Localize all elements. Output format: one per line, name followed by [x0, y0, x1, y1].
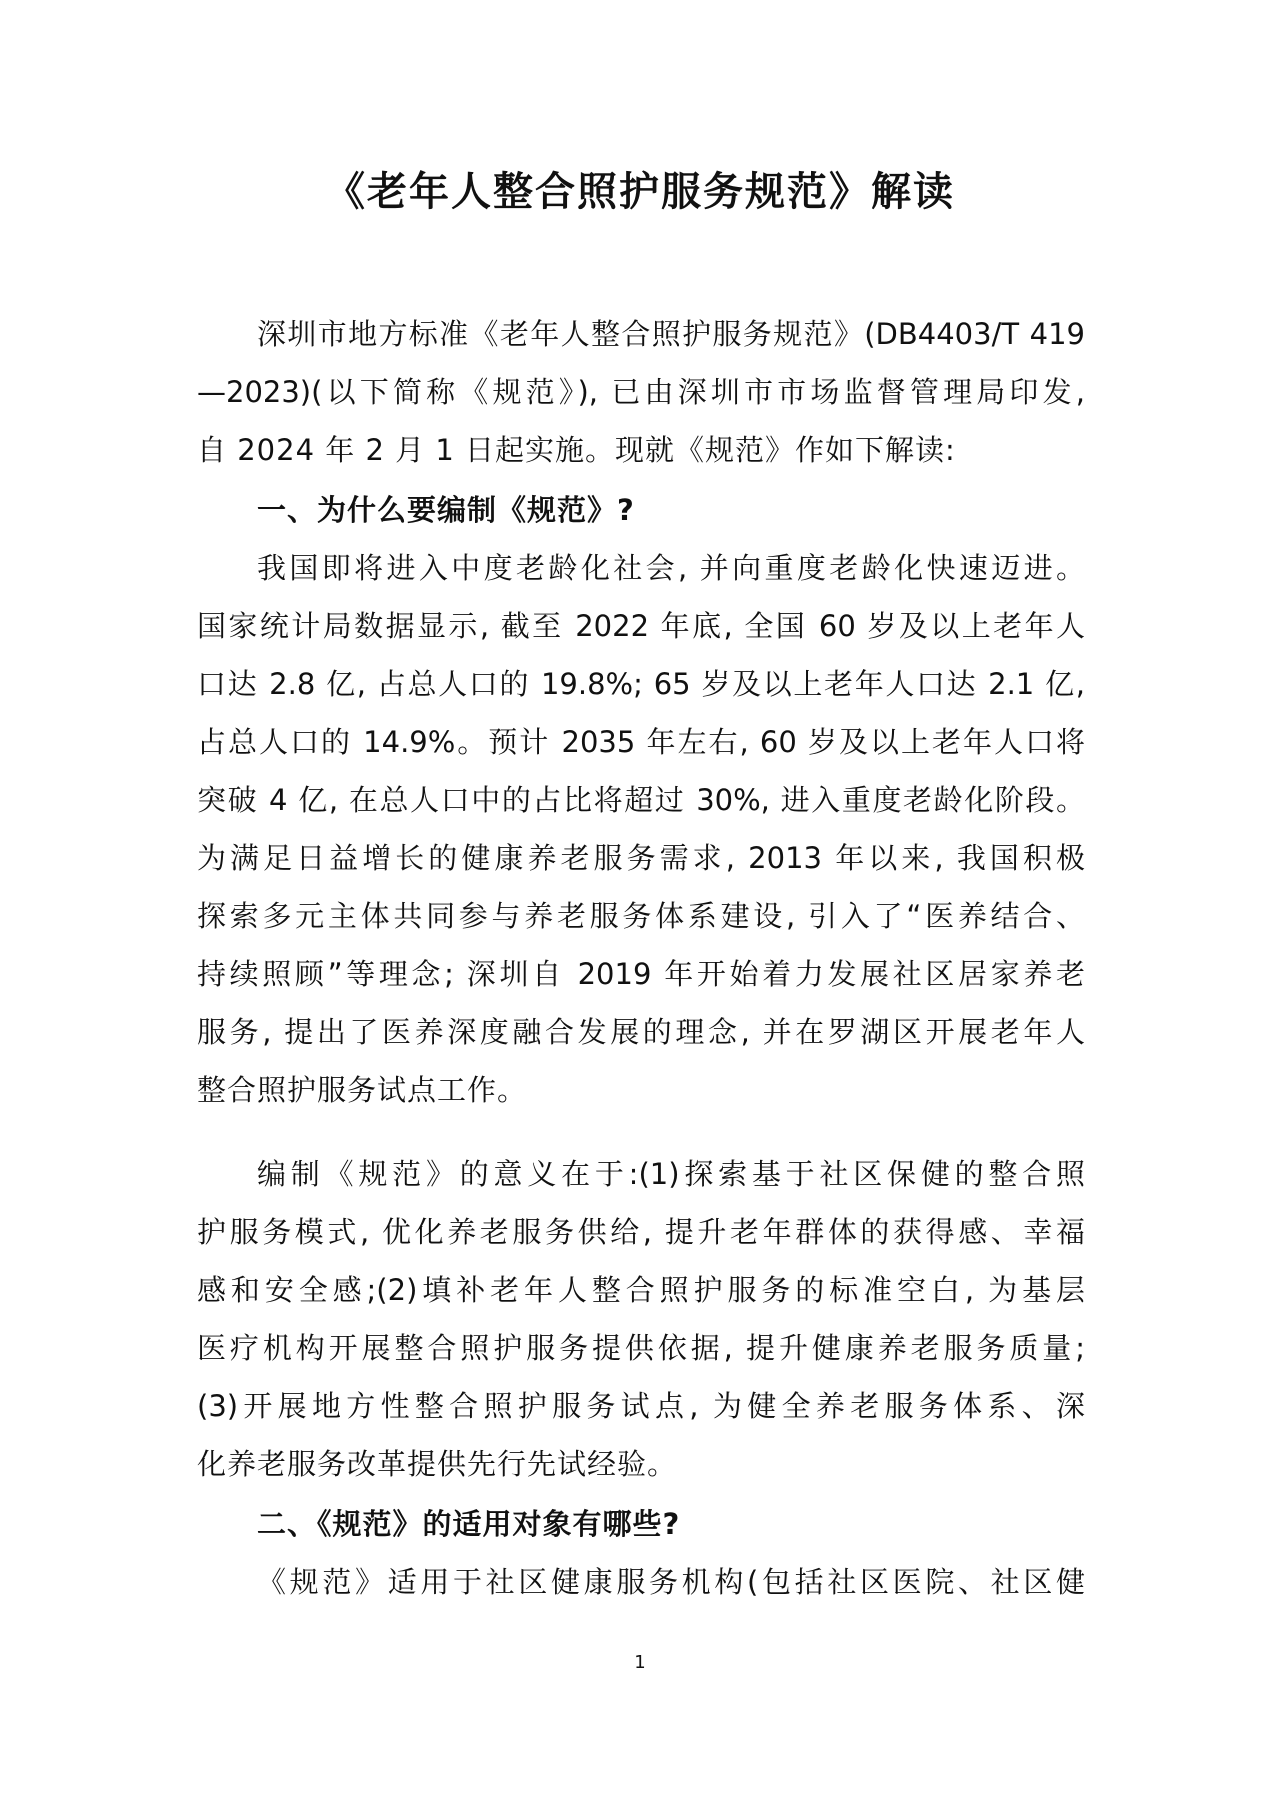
paragraph-line: —2023)(以下简称《规范》), 已由深圳市市场监督管理局印发,: [197, 375, 1085, 409]
paragraph-line: (3)开展地方性整合照护服务试点, 为健全养老服务体系、深: [197, 1389, 1085, 1423]
paragraph-line: 突破 4 亿, 在总人口中的占比将超过 30%, 进入重度老龄化阶段。: [197, 783, 1085, 817]
paragraph-line: 医疗机构开展整合照护服务提供依据, 提升健康养老服务质量;: [197, 1331, 1085, 1365]
section-heading: 二、《规范》的适用对象有哪些?: [257, 1507, 681, 1541]
paragraph-line: 持续照顾”等理念; 深圳自 2019 年开始着力发展社区居家养老: [197, 957, 1085, 991]
paragraph-line: 为满足日益增长的健康养老服务需求, 2013 年以来, 我国积极: [197, 841, 1085, 875]
paragraph-line: 整合照护服务试点工作。: [197, 1073, 528, 1107]
paragraph-line: 护服务模式, 优化养老服务供给, 提升老年群体的获得感、幸福: [197, 1215, 1085, 1249]
paragraph-line: 《规范》适用于社区健康服务机构(包括社区医院、社区健: [257, 1565, 1085, 1599]
paragraph-line: 编制《规范》的意义在于:(1)探索基于社区保健的整合照: [257, 1157, 1085, 1191]
paragraph-line: 口达 2.8 亿, 占总人口的 19.8%; 65 岁及以上老年人口达 2.1 亿,: [197, 667, 1085, 701]
paragraph-line: 探索多元主体共同参与养老服务体系建设, 引入了“医养结合、: [197, 899, 1085, 933]
paragraph-line: 服务, 提出了医养深度融合发展的理念, 并在罗湖区开展老年人: [197, 1015, 1085, 1049]
paragraph-line: 化养老服务改革提供先行先试经验。: [197, 1447, 678, 1481]
paragraph-line: 感和安全感;(2)填补老年人整合照护服务的标准空白, 为基层: [197, 1273, 1085, 1307]
section-heading: 一、为什么要编制《规范》?: [257, 493, 635, 527]
document-title: 《老年人整合照护服务规范》解读: [325, 169, 955, 215]
paragraph-line: 自 2024 年 2 月 1 日起实施。现就《规范》作如下解读:: [197, 433, 956, 467]
paragraph-line: 占总人口的 14.9%。预计 2035 年左右, 60 岁及以上老年人口将: [197, 725, 1085, 759]
paragraph-line: 深圳市地方标准《老年人整合照护服务规范》(DB4403/T 419: [257, 317, 1085, 351]
paragraph-line: 我国即将进入中度老龄化社会, 并向重度老龄化快速迈进。: [257, 551, 1085, 585]
paragraph-line: 国家统计局数据显示, 截至 2022 年底, 全国 60 岁及以上老年人: [197, 609, 1085, 643]
page-number: 1: [634, 1652, 646, 1673]
